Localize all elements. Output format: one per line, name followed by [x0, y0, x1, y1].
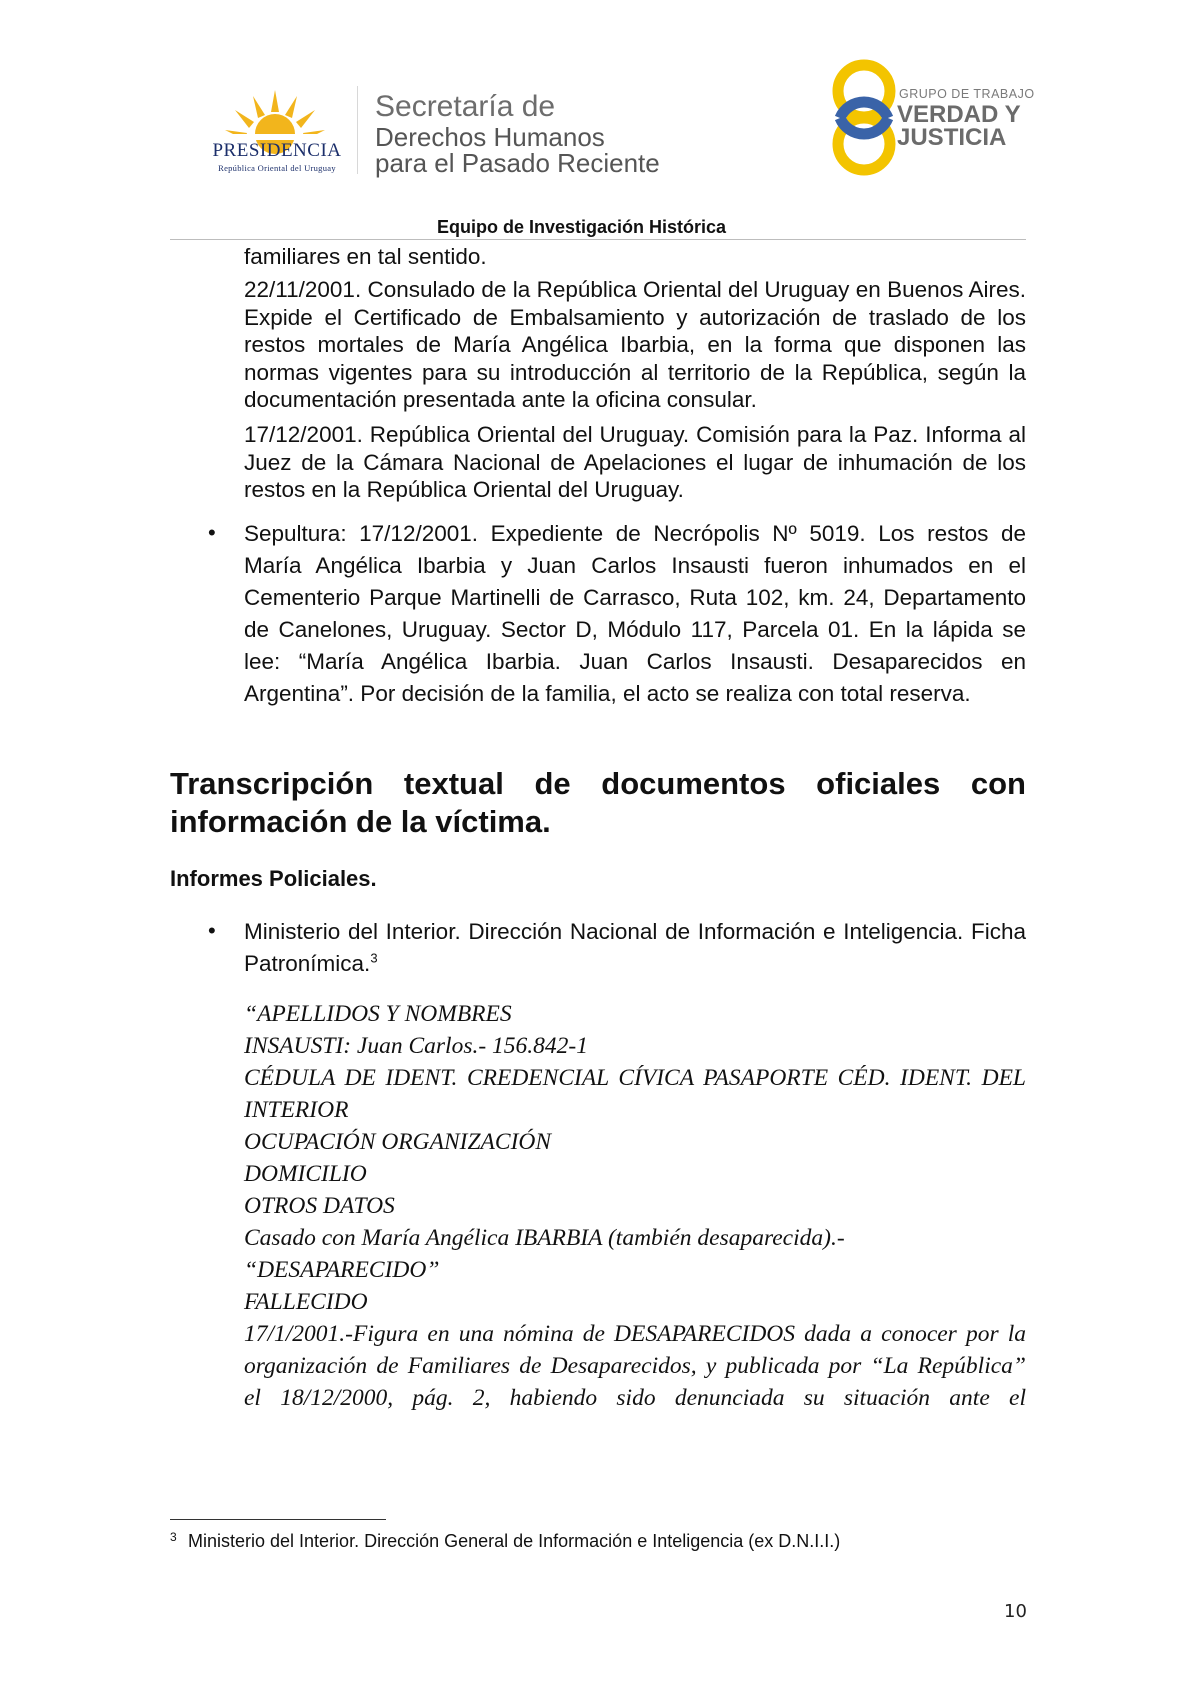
grupo-trabajo-label: GRUPO DE TRABAJO [899, 87, 1035, 101]
bullet-ministerio [244, 916, 1026, 980]
paragraph-consulado: 22/11/2001. Consulado de la República Oriental del Uruguay en Buenos Aires. Expide el Certificado de Embalsamiento y autorización de traslado de los restos mortales de María Angélica Ibarbia, en la forma que disponen las normas vigentes para su introducción al territorio de la República, según la documentación presentada ante la oficina consular. [244, 277, 1026, 412]
ficha-line: organización de Familiares de Desaparecidos, y publicada por “La República” [244, 1353, 1026, 1379]
footnote-rule [170, 1519, 386, 1520]
verdad-justicia-rings-logo [822, 56, 908, 180]
bullet-sepultura: Sepultura: 17/12/2001. Expediente de Necrópolis Nº 5019. Los restos de María Angélica Ibarbia y Juan Carlos Insausti fueron inhumados en el Cementerio Parque Martinelli de Carrasco, Ruta 102, km. 24, Departamento de Canelones, Uruguay. Sector D, Módulo 117, Parcela 01. En la lápida se lee: “María Angélica Ibarbia. Juan Carlos Insausti. Desaparecidos en Argentina”. Por decisión de la familia, el acto se realiza con total reserva. [244, 521, 1026, 706]
ficha-line: FALLECIDO [244, 1289, 368, 1315]
section-heading: Transcripción textual de documentos oficiales con información de la víctima. [170, 766, 1026, 839]
verdad-label: VERDAD Y [897, 101, 1021, 128]
secretaria-title-line1: Secretaría de [375, 90, 556, 123]
presidencia-subtitle: República Oriental del Uruguay [218, 163, 336, 173]
ficha-line: INTERIOR [244, 1097, 349, 1123]
page-number: 10 [1004, 1601, 1027, 1622]
paragraph-comision-paz: 17/12/2001. República Oriental del Uruguay. Comisión para la Paz. Informa al Juez de la Cámara Nacional de Apelaciones el lugar de inhumación de los restos en la República Oriental del Uruguay. [244, 422, 1026, 502]
ficha-line: DOMICILIO [244, 1161, 367, 1187]
ficha-line: CÉDULA DE IDENT. CREDENCIAL CÍVICA PASAPORTE CÉD. IDENT. DEL [244, 1065, 1026, 1091]
paragraph-continuation: familiares en tal sentido. [244, 244, 487, 269]
bullet-marker: • [208, 918, 216, 943]
ficha-line: “DESAPARECIDO” [244, 1257, 440, 1283]
footnote-mark: 3 [170, 1530, 177, 1544]
presidencia-wordmark: PRESIDENCIA [212, 140, 342, 161]
secretaria-title-line2: Derechos Humanos [375, 122, 605, 152]
logo-divider [357, 86, 358, 174]
footnote-reference: 3 [370, 950, 378, 966]
ficha-line: el 18/12/2000, pág. 2, habiendo sido denunciada su situación ante el [244, 1385, 1026, 1411]
justicia-label: JUSTICIA [897, 124, 1007, 151]
ficha-line: “APELLIDOS Y NOMBRES [244, 1001, 512, 1027]
ficha-line: 17/1/2001.-Figura en una nómina de DESAPARECIDOS dada a conocer por la [244, 1321, 1026, 1347]
bullet-ministerio-text: Ministerio del Interior. Dirección Nacional de Información e Inteligencia. Ficha Patronímica. [244, 919, 1026, 976]
subheading-informes: Informes Policiales. [170, 866, 377, 891]
header-rule [170, 239, 1026, 240]
team-header: Equipo de Investigación Histórica [437, 217, 727, 237]
footnote-text: Ministerio del Interior. Dirección General de Información e Inteligencia (ex D.N.I.I.) [188, 1531, 841, 1551]
ficha-transcription [244, 998, 1026, 1414]
secretaria-title-line3: para el Pasado Reciente [375, 148, 660, 178]
bullet-marker: • [208, 520, 216, 545]
ficha-line: OTROS DATOS [244, 1193, 395, 1219]
ficha-line: INSAUSTI: Juan Carlos.- 156.842-1 [244, 1033, 588, 1059]
ficha-line: OCUPACIÓN ORGANIZACIÓN [244, 1129, 552, 1155]
ficha-line: Casado con María Angélica IBARBIA (también desaparecida).- [244, 1225, 845, 1251]
